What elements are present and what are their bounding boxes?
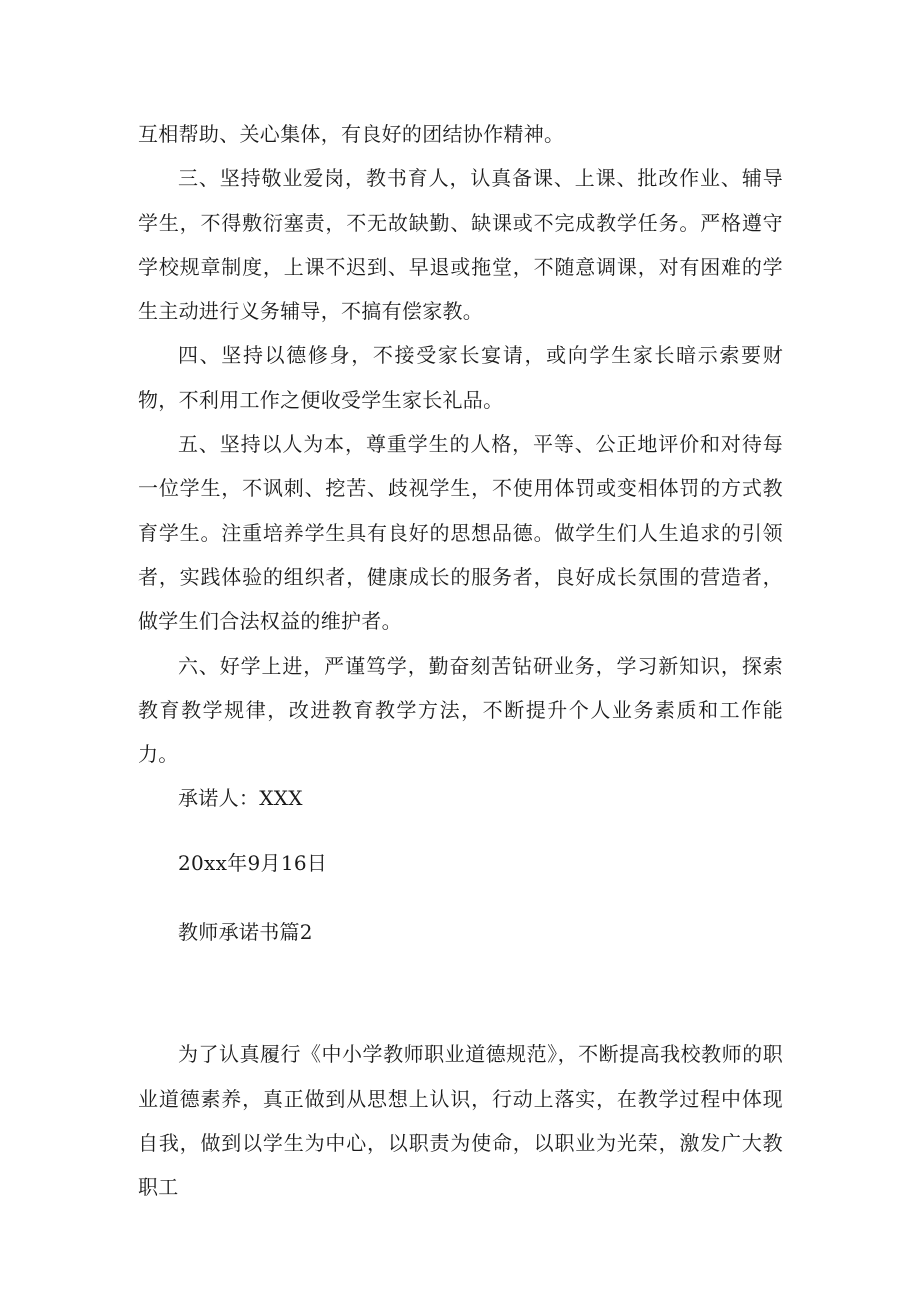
- paragraph-item-5: 五、坚持以人为本，尊重学生的人格，平等、公正地评价和对待每一位学生，不讽刺、挖苦、歧视学生，不使用体罚或变相体罚的方式教育学生。注重培养学生具有良好的思想品德。做学生们人生追求的引领者，实践体验的组织者，健康成长的服务者，良好成长氛围的营造者，做学生们合法权益的维护者。: [138, 432, 783, 634]
- paragraph-item-4: 四、坚持以德修身，不接受家长宴请，或向学生家长暗示索要财物，不利用工作之便收受学生家长礼品。: [138, 343, 783, 412]
- paragraph-item-3: 三、坚持敬业爱岗，教书育人，认真备课、上课、批改作业、辅导学生，不得敷衍塞责，不无故缺勤、缺课或不完成教学任务。严格遵守学校规章制度，上课不迟到、早退或拖堂，不随意调课，对有困难的学生主动进行义务辅导，不搞有偿家教。: [138, 166, 783, 324]
- section-heading: 教师承诺书篇2: [178, 920, 313, 945]
- intro-paragraph: 为了认真履行《中小学教师职业道德规范》，不断提高我校教师的职业道德素养，真正做到从思想上认识，行动上落实，在教学过程中体现自我，做到以学生为中心，以职责为使命，以职业为光荣，激发广大教职工: [138, 1042, 783, 1200]
- paragraph-continuation: 互相帮助、关心集体，有良好的团结协作精神。: [138, 122, 565, 146]
- paragraph-item-6: 六、好学上进，严谨笃学，勤奋刻苦钻研业务，学习新知识，探索教育教学规律，改进教育教学方法，不断提升个人业务素质和工作能力。: [138, 653, 783, 767]
- date-line: 20xx年9月16日: [178, 850, 328, 875]
- document-body: [138, 112, 783, 1210]
- section-spacer: [138, 954, 783, 1032]
- signer-line: 承诺人：XXX: [178, 786, 303, 811]
